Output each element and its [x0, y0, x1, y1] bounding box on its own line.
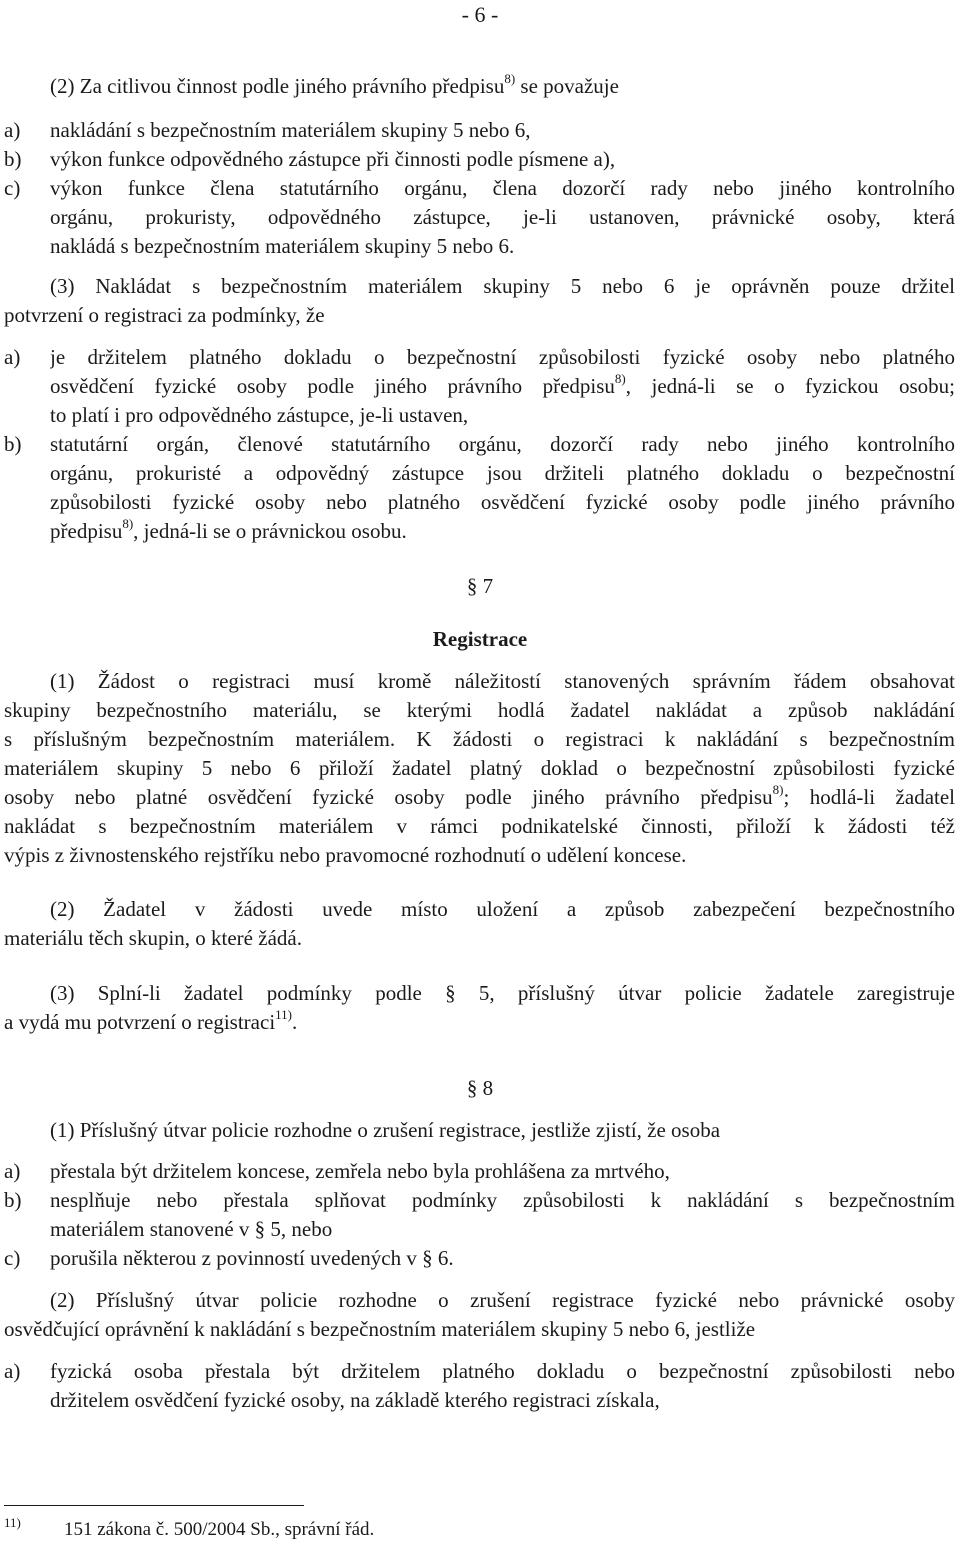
s8-p1-item-a: přestala být držitelem koncese, zemřela nebo byla prohlášena za mrtvého, [50, 1159, 670, 1183]
s6-p3-item-b-line: předpisu$^{8)}$, jedná-li se o právnickou osobu. [50, 516, 407, 543]
s6-p3-line: potvrzení o registraci za podmínky, že [4, 303, 325, 327]
s6-p2-item-b-label: b) [4, 147, 22, 171]
s6-p3-item-b-label: b) [4, 432, 22, 456]
s8-p1-item-b-line: materiálem stanovené v § 5, nebo [50, 1217, 333, 1241]
s7-p1-line: osoby nebo platné osvědčení fyzické osoby podle jiného právního předpisu$^{8)}$; hodlá-li žadatel [4, 784, 955, 809]
s6-p2-item-c-line: nakládá s bezpečnostním materiálem skupiny 5 nebo 6. [50, 234, 515, 258]
s8-p2-item-a-label: a) [4, 1359, 21, 1383]
s8-p1-item-c-label: c) [4, 1246, 21, 1270]
footnote-text: 151 zákona č. 500/2004 Sb., správní řád. [64, 1519, 375, 1540]
s6-p2-item-c-label: c) [4, 176, 21, 200]
footnote-separator [4, 1505, 304, 1506]
s7-p1-line: nakládat s bezpečnostním materiálem v rámci podnikatelské činnosti, přiloží k žádosti též [4, 814, 955, 838]
section-heading-registrace: Registrace [432, 627, 528, 651]
s7-p1-line: s příslušným bezpečnostním materiálem. K žádosti o registraci k nakládání s bezpečnostním [4, 727, 955, 751]
s6-p3-item-a-label: a) [4, 345, 21, 369]
s6-p2-item-c-line: výkon funkce člena statutárního orgánu, člena dozorčí rady nebo jiného kontrolního [50, 176, 955, 200]
page-number: - 6 - [461, 2, 499, 27]
s6-p3-item-a-line: je držitelem platného dokladu o bezpečnostní způsobilosti fyzické osoby nebo platného [50, 345, 955, 369]
s6-p3-item-b-line: statutární orgán, členové statutárního orgánu, dozorčí rady nebo jiného kontrolního [50, 432, 955, 456]
footnote-number: 11) [4, 1515, 21, 1530]
s8-p1-item-b-label: b) [4, 1188, 22, 1212]
s6-p3-item-b-line: orgánu, prokuristé a odpovědný zástupce jsou držiteli platného dokladu o bezpečnostní [50, 461, 955, 485]
footnote-ref: 8) [122, 516, 134, 531]
footnote-ref: 8) [614, 373, 626, 386]
footnote-ref: 8) [772, 784, 784, 797]
section-sign-7: § 7 [466, 574, 494, 598]
s7-p2-line: materiálu těch skupin, o které žádá. [4, 926, 302, 950]
s8-p1-item-c: porušila některou z povinností uvedených v § 6. [50, 1246, 454, 1270]
s6-p2-intro: (2) Za citlivou činnost podle jiného právního předpisu$^{8)}$ se považuje [50, 71, 619, 98]
s8-p2-line: osvědčující oprávnění k nakládání s bezpečnostním materiálem skupiny 5 nebo 6, jestliže [4, 1317, 756, 1341]
s6-p2-item-c-line: orgánu, prokuristy, odpovědného zástupce, je-li ustanoven, právnické osoby, která [50, 205, 955, 229]
s7-p2-line: (2) Žadatel v žádosti uvede místo uložení a způsob zabezpečení bezpečnostního [50, 897, 955, 921]
footnote-ref: 11) [275, 1007, 293, 1022]
s6-p3-line: (3) Nakládat s bezpečnostním materiálem skupiny 5 nebo 6 je oprávněn pouze držitel [50, 274, 955, 298]
s7-p3-line: a vydá mu potvrzení o registraci$^{11)}$. [4, 1007, 298, 1034]
s7-p1-line: skupiny bezpečnostního materiálu, se kterými hodlá žadatel nakládat a způsob nakládání [4, 698, 955, 722]
s6-p3-item-a-line: to platí i pro odpovědného zástupce, je-li ustaven, [50, 403, 469, 427]
s8-p1-item-b-line: nesplňuje nebo přestala splňovat podmínky způsobilosti k nakládání s bezpečnostním [50, 1188, 955, 1212]
s8-p1-intro: (1) Příslušný útvar policie rozhodne o zrušení registrace, jestliže zjistí, že osoba [50, 1118, 721, 1142]
s7-p3-line: (3) Splní-li žadatel podmínky podle § 5, příslušný útvar policie žadatele zaregistruje [50, 981, 955, 1005]
s6-p3-item-b-line: způsobilosti fyzické osoby nebo platného osvědčení fyzické osoby podle jiného právního [50, 490, 955, 514]
s8-p1-item-a-label: a) [4, 1159, 21, 1183]
s7-p1-line: výpis z živnostenského rejstříku nebo pravomocné rozhodnutí o udělení koncese. [4, 843, 687, 867]
s6-p2-item-a-label: a) [4, 118, 21, 142]
footnote-ref: 8) [504, 71, 516, 86]
s6-p2-item-a: nakládání s bezpečnostním materiálem skupiny 5 nebo 6, [50, 118, 531, 142]
s6-p2-item-b: výkon funkce odpovědného zástupce při činnosti podle písmene a), [50, 147, 616, 171]
s8-p2-item-a-line: fyzická osoba přestala být držitelem platného dokladu o bezpečnostní způsobilosti nebo [50, 1359, 955, 1383]
s7-p1-line: materiálem skupiny 5 nebo 6 přiloží žadatel platný doklad o bezpečnostní způsobilosti fyzické [4, 756, 955, 780]
s8-p2-line: (2) Příslušný útvar policie rozhodne o zrušení registrace fyzické nebo právnické osoby [50, 1288, 955, 1312]
s7-p1-line: (1) Žádost o registraci musí kromě náležitostí stanovených správním řádem obsahovat [50, 669, 955, 693]
section-sign-8: § 8 [466, 1076, 494, 1100]
s8-p2-item-a-line: držitelem osvědčení fyzické osoby, na základě kterého registraci získala, [50, 1388, 660, 1412]
s6-p3-item-a-line: osvědčení fyzické osoby podle jiného právního předpisu$^{8)}$, jedná-li se o fyzickou osobu; [50, 373, 955, 398]
